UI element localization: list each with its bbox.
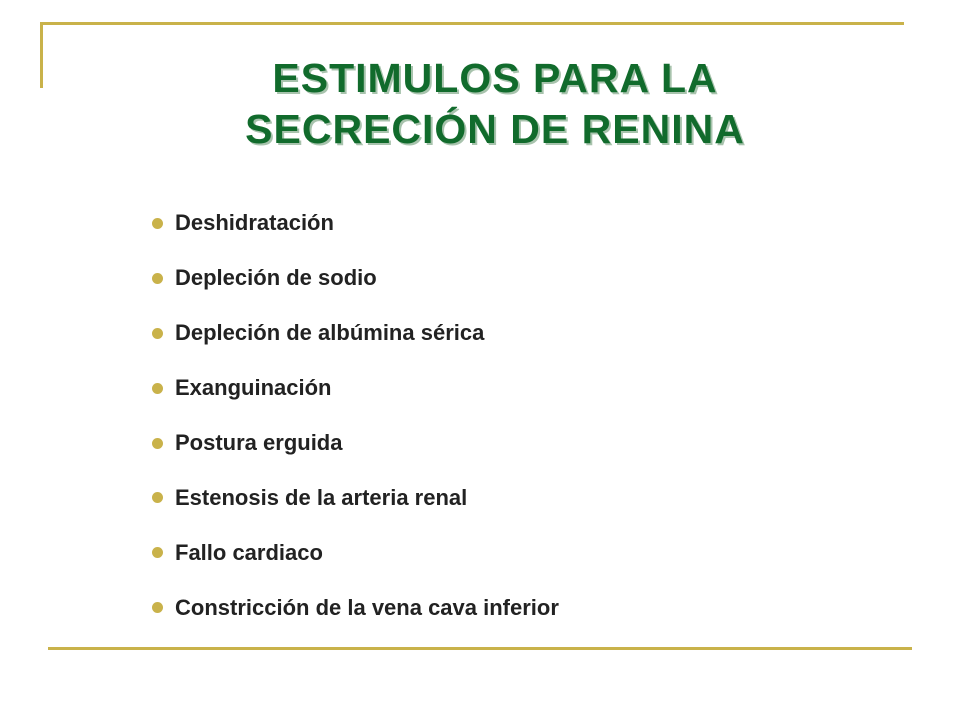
- bullet-item: [152, 470, 559, 525]
- bottom-rule: [48, 647, 912, 650]
- bullet-dot-icon: [152, 273, 163, 284]
- bullet-list: [152, 196, 559, 635]
- bullet-item: [152, 196, 559, 251]
- bullet-dot-icon: [152, 492, 163, 503]
- bullet-text: Postura erguida: [175, 430, 343, 455]
- bullet-text: Estenosis de la arteria renal: [175, 484, 468, 510]
- bullet-dot-icon: [152, 547, 163, 558]
- bullet-dot-icon: [152, 383, 163, 394]
- bullet-dot-icon: [152, 218, 163, 229]
- left-rule: [40, 22, 43, 88]
- top-rule: [40, 22, 904, 25]
- bullet-text: Fallo cardiaco: [175, 539, 323, 565]
- bullet-item: [152, 580, 559, 635]
- slide-title-line-2: SECRECIÓN DE RENINA: [245, 106, 745, 152]
- bullet-text: Exanguinación: [175, 375, 332, 401]
- bullet-text: Deshidratación: [175, 210, 334, 236]
- bullet-dot-icon: [152, 602, 163, 613]
- bullet-item: [152, 416, 559, 471]
- bullet-item: [152, 251, 559, 306]
- bullet-item: [152, 361, 559, 416]
- bullet-text: Depleción de albúmina sérica: [175, 320, 485, 346]
- bullet-text: Constricción de la vena cava inferior: [175, 594, 559, 620]
- bullet-text: Depleción de sodio: [175, 265, 377, 291]
- bullet-item: [152, 306, 559, 361]
- bullet-item: [152, 525, 559, 580]
- bullet-dot-icon: [152, 438, 163, 449]
- slide-title-line-1: ESTIMULOS PARA LA: [272, 55, 718, 101]
- bullet-dot-icon: [152, 328, 163, 339]
